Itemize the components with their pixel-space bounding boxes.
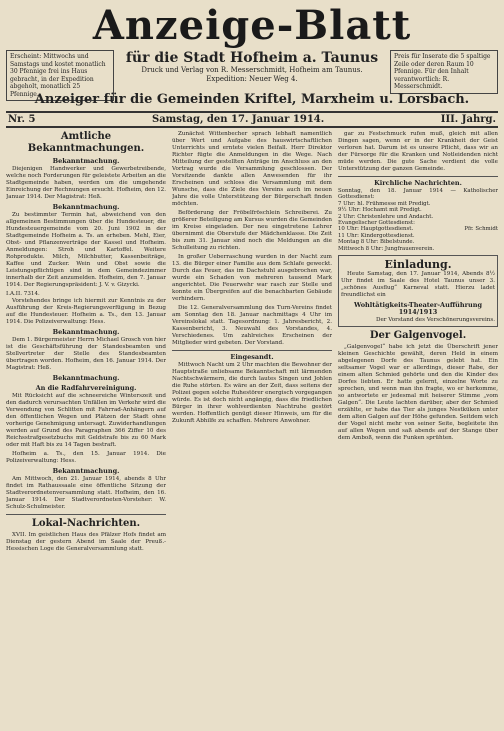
region-line: Anzeiger für die Gemeinden Kriftel, Marxheim u. Lorsbach. xyxy=(34,92,470,107)
notice-text: Diejenigen Handwerker und Gewerbetreibende, welche noch Forderungen für geleistete Arbeiten an die Stadtgemeinde haben, werden um die umgehende Einreichung der Rechnungen ersucht. Hofheim, den 12. Januar 1914. Der Magistrat: Heß. xyxy=(6,166,166,200)
columns xyxy=(6,131,498,731)
notice-title: Bekanntmachung. xyxy=(52,203,120,211)
article-text: In großer Ueberraschung wurden in der Nacht zum 13. die Bürger einer Familie aus dem Schlafe geweckt. Durch das Feuer, das im Dachstuhl ausgebrochen war, wurde ein Schaden von mehreren tausend Mark angerichtet. Die Feuerwehr war rasch zur Stelle und konnte ein Übergreifen auf die benachbarten Gebäude verhindern. xyxy=(172,254,332,302)
notice-text: Zu bestimmter Termin hat, abweichend von den allgemeinen Bestimmungen über die Hundesteuer, die Hundesteuergemeinde vom 20. Juni 1902 in der Stadtgemeinde Hofheim a. Ts. an erheben. Mehl, Eier, Obst- und Pflanzenverträge der Kassel und Hofheim. Anmeldungen: Stroh und Kartoffel. Weitere Rohprodukte. Milch, Milchbutter, Kassenbeiträge, Kaffee und Zucker. Wein und Obst sowie die Leistungspflichtigen sind in dem Gemeindezimmer innerhalb der Zeit anzumelden. Hofheim, den 7. Januar 1914. Der Regierungspräsident: J. V. v. Gizycki. xyxy=(6,212,166,288)
table-cell: Mittwoch 8 Uhr: Jungfrauenverein. xyxy=(338,245,435,252)
expedition-line: Expedition: Neuer Weg 4. xyxy=(206,75,298,83)
notice-text: Mit Rücksicht auf die schneereiche Winterszeit und den dadurch verursachten Unfällen im Verkehr wird die Verwendung von Schlitten mit Fahrrad-Anhängern auf den öffentlichen Wegen und Plätzen der Stadt ohne vorherige Genehmigung untersagt. Zuwiderhandlungen werden auf Grund des Paragraphen 366 Ziffer 10 des Reichsstrafgesetzbuchs mit Geldstrafe bis zu 60 Mark oder mit Haft bis zu 14 Tagen bestraft. xyxy=(6,393,166,448)
story-title: Der Galgenvogel. xyxy=(369,330,467,342)
notice-title: Bekanntmachung. xyxy=(52,328,120,336)
official-notices-heading: Amtliche Bekanntmachungen. xyxy=(27,131,145,154)
city-line: für die Stadt Hofheim a. Taunus xyxy=(125,50,379,66)
table-cell: 9½ Uhr: Hochamt mit Predigt. xyxy=(338,207,422,214)
church-notices-heading: Kirchliche Nachrichten. xyxy=(374,179,462,187)
notice-text: Vorstehendes bringe ich hiermit zur Kenntnis zu der Ausführung der Kreis-Regierungsverfügung in Bezug auf die Hundesteuer. Hofheim a. Ts., den 13. Januar 1914. Die Polizeiverwaltung: Hess. xyxy=(6,298,166,325)
pricing-box: Preis für Inserate die 5 spaltige Zeile oder deren Raum 10 Pfennige. Für den Inhalt verantwortlich: R. Messerschmidt. xyxy=(390,50,498,94)
divider xyxy=(6,514,166,515)
invitation-signature: Der Vorstand des Verschönerungsvereins. xyxy=(376,317,495,324)
submitted-heading: Eingesandt. xyxy=(230,353,274,361)
church-notices-table xyxy=(338,188,498,252)
notice-title: Bekanntmachung. xyxy=(52,157,120,165)
issue-number: Nr. 5 xyxy=(8,114,36,125)
masthead-title: Anzeige-Blatt xyxy=(92,2,412,49)
article-text: Die 12. Generalversammlung des Turn-Vereins findet am Sonntag den 18. Januar nachmittags 4 Uhr im Vereinslokal statt. Tagesordnung: 1. Jahresbericht, 2. Kassenbericht, 3. Neuwahl des Vorstandes, 4. Verschiedenes. Um zahlreiches Erscheinen der Mitglieder wird gebeten. Der Vorstand. xyxy=(172,305,332,346)
submitted-text: Mittwoch Nacht um 2 Uhr machten die Bewohner der Hauptstraße unliebsame Bekanntschaft mit lärmenden Nachtschwärmern, die durch lautes Singen und Johlen die Ruhe störten. Es wäre an der Zeit, dass seitens der Polizei gegen solche Ruhestörer energisch vorgegangen würde. Es ist doch nicht angängig, dass die friedlichen Bürger in ihrer wohlverdienten Nachtruhe gestört werden. Hoffentlich genügt dieser Hinweis, um für die Zukunft Abhilfe zu schaffen. Mehrere Anwohner. xyxy=(172,362,332,424)
column-3 xyxy=(338,131,498,731)
story-text: „Galgenvogel“ habe ich jetzt die Überschrift jener kleinen Geschichte gewählt, deren Held in einem abgelegenen Dorfe des Taunus gelebt hat. Ein seltsamer Vogel war er allerdings, dieser Rabe, der einem alten Schmied gehörte und den die Kinder des Dorfes liebten. Er hatte gelernt, einzelne Worte zu sprechen, und wenn man ihn fragte, wo er herkomme, so antwortete er jedesmal mit heiserer Stimme „vom Galgen“. Die Leute lachten darüber, aber der Schmied erzählte, er habe das Tier als junges Nestküken unter dem alten Galgen auf der Höhe gefunden. Seitdem wich der Vogel nicht mehr von seiner Seite, begleitete ihn auf allen Wegen und saß abends auf der Stange über dem Amboß, wenn die Funken sprühten. xyxy=(338,344,498,442)
column-1 xyxy=(6,131,166,731)
masthead xyxy=(6,4,498,48)
article-text: Zunächst Wittenbecher sprach lebhaft namentlich über Wert und Aufgabe des hauswirtschaftlichen Unterrichts und erntete vielen Beifall. Herr Direktor Richter fügte die Anmeldungen in die Wege. Nach Mitteilung der gestellten Anträge im Anschluss an den Vortrag wurde die Versammlung geschlossen. Der Vorsitzende dankte allen Anwesenden für ihr Erscheinen und schloss die Versammlung mit dem Wunsche, dass die Ziele des Vereins auch im neuen Jahre die volle Unterstützung der Bürgerschaft finden möchten. xyxy=(172,131,332,207)
notice-text: Dem 1. Bürgermeister Herrn Michael Grosch von hier ist die Geschäftsführung der Standesbeamten und Stellvertreter der Stelle des Standesbeamten übertragen worden. Hofheim, den 16. Januar 1914. Der Magistrat: Heß. xyxy=(6,337,166,371)
issue-date: Samstag, den 17. Januar 1914. xyxy=(151,114,325,125)
article-text: gar zu Festschmuck rufen muß, gleich mit allen Dingen sagen, wenn er in der Krankheit der Geist verloren hat. Darum ist es unsere Pflicht, dass wir an der Fürsorge für die Kranken und Notleidenden nicht müde werden. Die gute Sache verdient die volle Unterstützung der ganzen Gemeinde. xyxy=(338,131,498,172)
table-cell: Montag 8 Uhr: Bibelstunde. xyxy=(338,239,415,246)
table-cell: Sonntag, den 18. Januar 1914 — Katholischer Gottesdienst: xyxy=(338,188,498,201)
invitation-box xyxy=(338,255,498,327)
issue-row xyxy=(6,111,498,128)
subhead-row xyxy=(6,50,498,98)
notice-title: Bekanntmachung. xyxy=(52,467,120,475)
table-cell: Pfr. Schmidt xyxy=(464,226,498,233)
notice-text: Am Mittwoch, den 21. Januar 1914, abends 8 Uhr findet im Rathaussaale eine öffentliche Sitzung der Stadtverordnetenversammlung statt. Hofheim, den 16. Januar 1914. Der Stadtverordneten-Vorsteher: W. Schulz-Schulmeister. xyxy=(6,476,166,510)
article-text: Beförderung der Fröbelfröschlein Schreiberei. Zu größerer Beteiligung am Kursus wurden die Gemeinden im Kreise eingeladen. Der neu eingetretene Lehrer übernimmt die Oberstufe der Mädchenklasse. Die Zeit bis zum 31. Januar sind noch die Meldungen an die Schulleitung zu richten. xyxy=(172,210,332,251)
table-row xyxy=(338,246,498,252)
notice-subtitle: An die Radfahrvereinigung. xyxy=(35,384,137,392)
table-cell: 10 Uhr: Hauptgottesdienst. xyxy=(338,226,414,233)
issue-year: III. Jahrg. xyxy=(440,114,496,125)
table-row xyxy=(338,188,498,201)
invitation-event: Wohltätigkeits-Theater-Aufführung 1914/1913 xyxy=(353,301,483,317)
notice-title: Bekanntmachung. xyxy=(52,374,120,382)
column-2 xyxy=(172,131,332,731)
table-cell: 2 Uhr: Christenlehre und Andacht. xyxy=(338,213,434,220)
printer-line: Druck und Verlag von R. Messerschmidt, Hofheim am Taunus. xyxy=(141,66,363,74)
notice-ref: I.A.II. 7314. xyxy=(6,291,40,297)
invitation-title: Einladung. xyxy=(384,258,452,272)
table-cell: 7 Uhr: hl. Frühmesse mit Predigt. xyxy=(338,200,431,207)
local-news-text: XVII. Im geistlichen Haus des Pfälzer Hofs findet am Dienstag der gestern Abend im Saale der Preuß.-Hessischen Loge die Generalversammlung statt. xyxy=(6,532,166,552)
local-news-heading: Lokal-Nachrichten. xyxy=(31,518,141,529)
divider xyxy=(172,350,332,351)
table-cell: 11 Uhr: Kindergottesdienst. xyxy=(338,232,415,239)
subscription-box: Erscheint: Mittwochs und Samstags und kostet monatlich 30 Pfennige frei ins Haus gebracht, in der Expedition abgeholt, monatlich 25 Pfennige. xyxy=(6,50,114,101)
divider xyxy=(338,176,498,177)
masthead-center xyxy=(114,50,390,84)
invitation-text: Heute Samstag, den 17. Januar 1914, Abends 8½ Uhr findet im Saale des Hotel Taunus unser 3. „schönes Ausflug“ Karneval statt. Hierzu ladet freundlichst ein xyxy=(341,271,495,299)
notice-signature: Hofheim a. Ts., den 15. Januar 1914. Die Polizeiverwaltung: Hess. xyxy=(6,451,166,464)
table-cell: Evangelischer Gottesdienst: xyxy=(338,220,415,227)
